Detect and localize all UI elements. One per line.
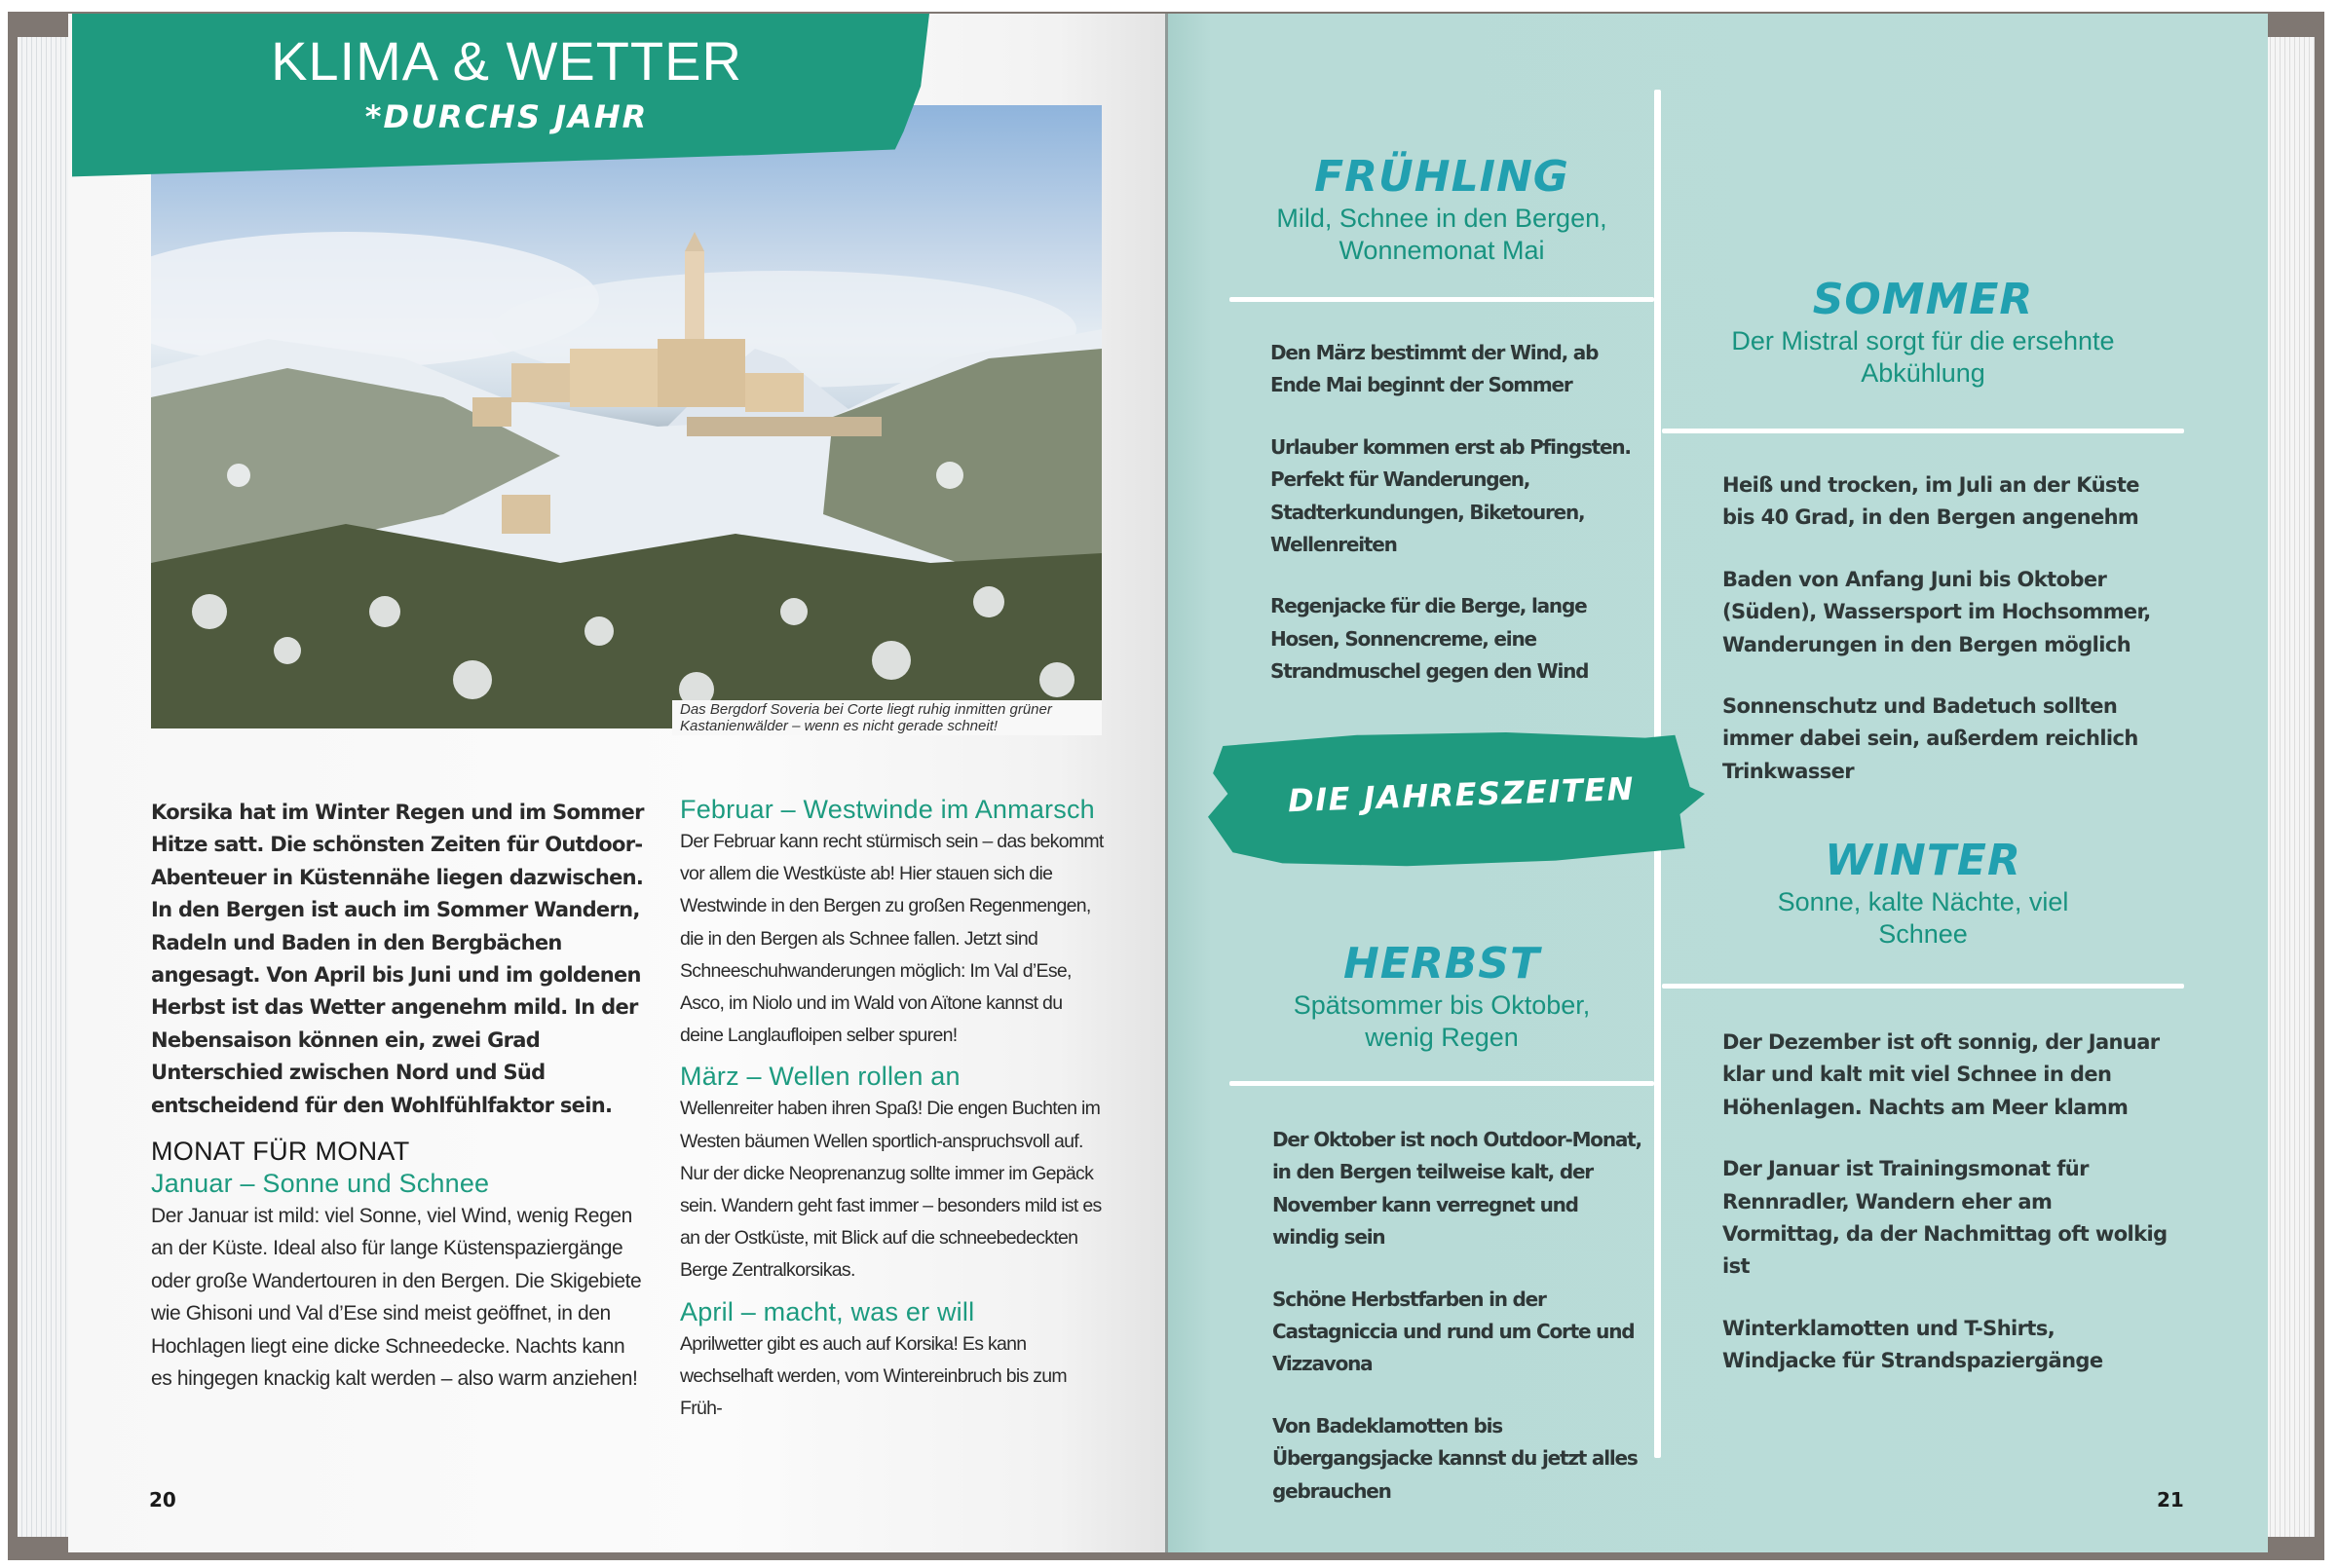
season-point: Heiß und trocken, im Juli an der Küste bis 40 Grad, in den Bergen angenehm [1722,473,2139,530]
seasons-banner-text: DIE JAHRESZEITEN [1287,769,1636,820]
season-head-herbst [1229,939,1654,1054]
season-summary-fruehling: Mild, Schnee in den Bergen, Wonnemonat Mai [1276,204,1607,265]
month-text: Der Februar kann recht stürmisch sein – das bekommt vor allem die Westküste ab! Hier stauen sich die Westwinde in den Bergen zu großen Regenmengen, die in den Bergen als Schnee fallen. Jetzt sind Schneeschuhwanderungen möglich: Im Val d’Ese, Asco, im Niolo und im Wald von Aïtone kannst du deine Langlaufloipen selber spuren! [680,831,1104,1047]
divider-fruehling [1229,297,1654,302]
month-title: April – macht, was er will [680,1296,975,1326]
text-column-1 [151,797,648,1396]
season-summary-herbst: Spätsommer bis Oktober, wenig Regen [1293,990,1591,1052]
season-point: Der Januar ist Trainingsmonat für Rennradler, Wandern eher am Vormittag, da der Nachmittag oft wolkig ist [1722,1157,2168,1279]
page-number-right: 21 [2157,1488,2184,1512]
season-summary-winter: Sonne, kalte Nächte, viel Schnee [1777,887,2069,949]
season-point: Sonnenschutz und Badetuch sollten immer dabei sein, außerdem reichlich Trinkwasser [1722,694,2138,783]
divider-winter [1662,984,2184,989]
season-points-herbst [1272,1124,1646,1508]
season-head-sommer [1662,275,2184,390]
page-edges-right [2266,37,2315,1537]
season-point: Der Dezember ist oft sonnig, der Januar klar und kalt mit viel Schnee in den Höhenlagen. Nachts am Meer klamm [1722,1030,2160,1119]
season-point: Regenjacke für die Berge, lange Hosen, Sonnencreme, eine Strandmuschel gegen den Wind [1270,594,1589,684]
season-points-sommer [1722,469,2170,788]
photo-caption-text: Das Bergdorf Soveria bei Corte liegt ruhig inmitten grüner Kastanienwälder – wenn es nicht gerade schneit! [680,701,1052,734]
season-point: Urlauber kommen erst ab Pfingsten. Perfekt für Wanderungen, Stadterkundungen, Biketouren, Wellenreiten [1270,434,1631,557]
season-point: Von Badeklamotten bis Übergangsjacke kannst du jetzt alles gebrauchen [1272,1413,1638,1503]
title-block [195,29,818,136]
season-name-sommer: SOMMER [1812,275,2034,324]
season-name-fruehling: FRÜHLING [1314,152,1569,202]
season-summary-sommer: Der Mistral sorgt für die ersehnte Abkühlung [1731,326,2115,388]
season-head-fruehling [1229,152,1654,267]
divider-herbst [1229,1081,1654,1086]
season-point: Winterklamotten und T-Shirts, Windjacke für Strandspaziergänge [1722,1316,2103,1373]
season-point: Der Oktober ist noch Outdoor-Monat, in den Bergen teilweise kalt, der November kann verregnet und windig sein [1272,1128,1641,1250]
month-title: Februar – Westwinde im Anmarsch [680,795,1095,824]
page-subtitle: *DURCHS JAHR [364,98,649,135]
month-block-februar [680,793,1105,1052]
month-block-maerz [680,1060,1105,1287]
month-text: Der Januar ist mild: viel Sonne, viel Wind, wenig Regen an der Küste. Ideal also für lange Küstenspaziergänge oder große Wandertouren in den Bergen. Die Skigebiete wie Ghisoni und Val d’Ese sind meist geöffnet, in den Hochlagen liegt eine dicke Schneedecke. Nachts kann es hingegen knackig kalt werden – also warm anziehen! [151,1205,642,1391]
village-photo-illustration [151,105,1102,728]
photo-caption [672,700,1102,735]
book-gutter [1165,14,1168,1552]
month-block-april [680,1295,1105,1426]
season-name-herbst: HERBST [1342,939,1540,989]
season-point: Baden von Anfang Juni bis Oktober (Süden), Wassersport im Hochsommer, Wanderungen in den Bergen möglich [1722,567,2151,656]
season-points-winter [1722,1027,2170,1378]
season-point: Den März bestimmt der Wind, ab Ende Mai beginnt der Sommer [1270,341,1599,397]
month-text: Aprilwetter gibt es auch auf Korsika! Es kann wechselhaft werden, vom Wintereinbruch bis zum Früh- [680,1332,1067,1420]
page-title: KLIMA & WETTER [271,30,742,92]
section-heading: MONAT FÜR MONAT [151,1137,410,1167]
season-name-winter: WINTER [1825,836,2021,885]
intro-paragraph: Korsika hat im Winter Regen und im Sommer Hitze satt. Die schönsten Zeiten für Outdoor-Abenteuer in Küstennähe liegen dazwischen. In den Bergen ist auch im Sommer Wandern, Radeln und Baden in den Bergbächen angesagt. Von April bis Juni und im goldenen Herbst ist das Wetter angenehm mild. In der Nebensaison können ein, zwei Grad Unterschied zwischen Nord und Süd entscheidend für den Wohlfühlfaktor sein. [151,801,644,1117]
text-column-2 [680,793,1105,1433]
season-point: Schöne Herbstfarben in der Castagniccia und rund um Corte und Vizzavona [1272,1287,1635,1376]
page-number-left: 20 [149,1488,176,1512]
month-title: Januar – Sonne und Schnee [151,1169,490,1199]
season-points-fruehling [1270,337,1640,689]
page-edges-left [18,37,72,1537]
month-title: März – Wellen rollen an [680,1062,961,1092]
month-text: Wellenreiter haben ihren Spaß! Die engen Buchten im Westen bäumen Wellen sportlich-anspruchsvoll auf. Nur der dicke Neoprenanzug sollte immer im Gepäck sein. Wandern geht fast immer – besonders mild ist es an der Ostküste, mit Blick auf die schneebedeckten Berge Zentralkorsikas. [680,1098,1102,1282]
village-photo [151,105,1102,728]
month-block-januar [151,1167,648,1395]
season-head-winter [1662,836,2184,951]
divider-sommer [1662,429,2184,433]
